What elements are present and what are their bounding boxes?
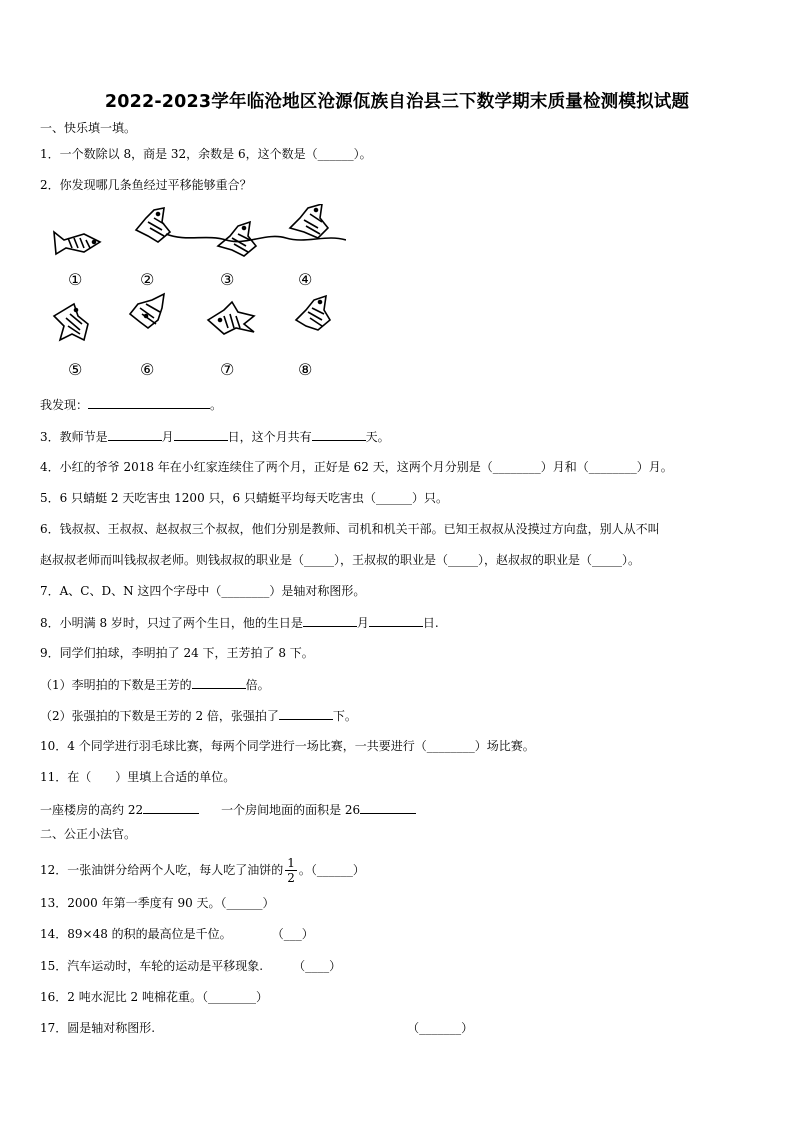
- question-8: [40, 614, 439, 631]
- question-15: [40, 958, 341, 974]
- answer-blank[interactable]: [312, 428, 366, 441]
- section-heading-1: 一、快乐填一填。: [40, 121, 137, 135]
- question-8-text-b: 月: [356, 616, 369, 630]
- question-14: [40, 926, 314, 942]
- question-17: [40, 1020, 473, 1036]
- question-15-answer: （____）: [293, 959, 342, 973]
- question-2-answer: 我发现： 。: [40, 398, 223, 412]
- question-17-answer: （_______）: [407, 1021, 474, 1035]
- section-heading-2: 二、公正小法官。: [40, 827, 137, 841]
- answer-blank[interactable]: [192, 676, 246, 689]
- question-7: 7．A、C、D、N 这四个字母中（________）是轴对称图形。: [40, 584, 366, 598]
- question-9-2-text-b: 下。: [332, 709, 357, 723]
- fish-label-5: ⑤: [68, 360, 83, 379]
- answer-blank[interactable]: [143, 801, 199, 814]
- question-8-text-c: 日.: [422, 616, 439, 630]
- answer-blank[interactable]: [303, 614, 357, 627]
- fish-label-3: ③: [220, 270, 235, 289]
- question-15-text: 15．汽车运动时，车轮的运动是平移现象.: [40, 959, 264, 973]
- question-9-2-text-a: （2）张强拍的下数是王芳的 2 倍，张强拍了: [40, 709, 279, 723]
- fish-label-1: ①: [68, 270, 83, 289]
- question-14-answer: （___）: [271, 927, 314, 941]
- fish-label-2: ②: [140, 270, 155, 289]
- page-title: 2022-2023学年临沧地区沧源佤族自治县三下数学期末质量检测模拟试题: [104, 92, 690, 112]
- answer-blank[interactable]: [360, 801, 416, 814]
- question-9-1: [40, 676, 270, 693]
- question-8-text-a: 8．小明满 8 岁时，只过了两个生日，他的生日是: [40, 616, 303, 630]
- answer-blank[interactable]: [88, 396, 210, 409]
- question-3-text-b: 月: [161, 430, 174, 444]
- question-1: 1．一个数除以 8，商是 32，余数是 6，这个数是（______）。: [40, 147, 372, 161]
- question-16: 16．2 吨水泥比 2 吨棉花重。（________）: [40, 990, 268, 1004]
- question-3-text-d: 天。: [365, 430, 390, 444]
- question-3: [40, 428, 390, 445]
- question-3-text-a: 3．教师节是: [40, 430, 108, 444]
- question-2: 2．你发现哪几条鱼经过平移能够重合？: [40, 178, 252, 192]
- answer-blank[interactable]: [369, 614, 423, 627]
- answer-blank[interactable]: [108, 428, 162, 441]
- question-9-1-text-b: 倍。: [245, 678, 270, 692]
- answer-blank[interactable]: [279, 707, 333, 720]
- fish-drawing: [46, 204, 346, 384]
- fraction-numerator: 1: [287, 856, 295, 870]
- fraction-denominator: 2: [287, 871, 295, 885]
- question-9-1-text-a: （1）李明拍的下数是王芳的: [40, 678, 192, 692]
- question-12-text-a: 12．一张油饼分给两个人吃，每人吃了油饼的: [40, 863, 284, 877]
- question-11: 11．在（ ）里填上合适的单位。: [40, 770, 236, 784]
- question-9: 9．同学们拍球，李明拍了 24 下，王芳拍了 8 下。: [40, 646, 314, 660]
- question-10: 10．4 个同学进行羽毛球比赛，每两个同学进行一场比赛，一共要进行（________）场比赛。: [40, 739, 535, 753]
- question-6-line-1: 6．钱叔叔、王叔叔、赵叔叔三个叔叔，他们分别是教师、司机和机关干部。已知王叔叔从没摸过方向盘，别人从不叫: [40, 522, 660, 536]
- question-17-text: 17．圆是轴对称图形.: [40, 1021, 156, 1035]
- question-5: 5．6 只蜻蜓 2 天吃害虫 1200 只，6 只蜻蜓平均每天吃害虫（______）只。: [40, 491, 448, 505]
- question-11-item-a: 一座楼房的高约 22: [40, 803, 144, 817]
- fish-label-8: ⑧: [298, 360, 313, 379]
- question-14-text: 14．89×48 的积的最高位是千位。: [40, 927, 232, 941]
- fish-label-7: ⑦: [220, 360, 235, 379]
- fish-label-4: ④: [298, 270, 313, 289]
- question-4: 4．小红的爷爷 2018 年在小红家连续住了两个月，正好是 62 天，这两个月分别是（________）月和（________）月。: [40, 460, 673, 474]
- question-9-2: [40, 707, 357, 724]
- question-11-item-b: 一个房间地面的面积是 26: [221, 803, 361, 817]
- fish-illustration: [46, 204, 346, 384]
- question-12: [40, 852, 365, 888]
- question-12-text-b: 。（______）: [298, 863, 365, 877]
- question-11-items: [40, 801, 416, 818]
- fraction-one-half: [285, 856, 297, 885]
- question-13: 13．2000 年第一季度有 90 天。（______）: [40, 896, 275, 910]
- answer-blank[interactable]: [174, 428, 228, 441]
- question-6-line-2: 赵叔叔老师而叫钱叔叔老师。则钱叔叔的职业是（_____），王叔叔的职业是（_____），赵叔叔的职业是（_____）。: [40, 553, 641, 567]
- fish-label-6: ⑥: [140, 360, 155, 379]
- question-3-text-c: 日，这个月共有: [227, 430, 312, 444]
- question-2-answer-label: 我发现：: [40, 398, 89, 412]
